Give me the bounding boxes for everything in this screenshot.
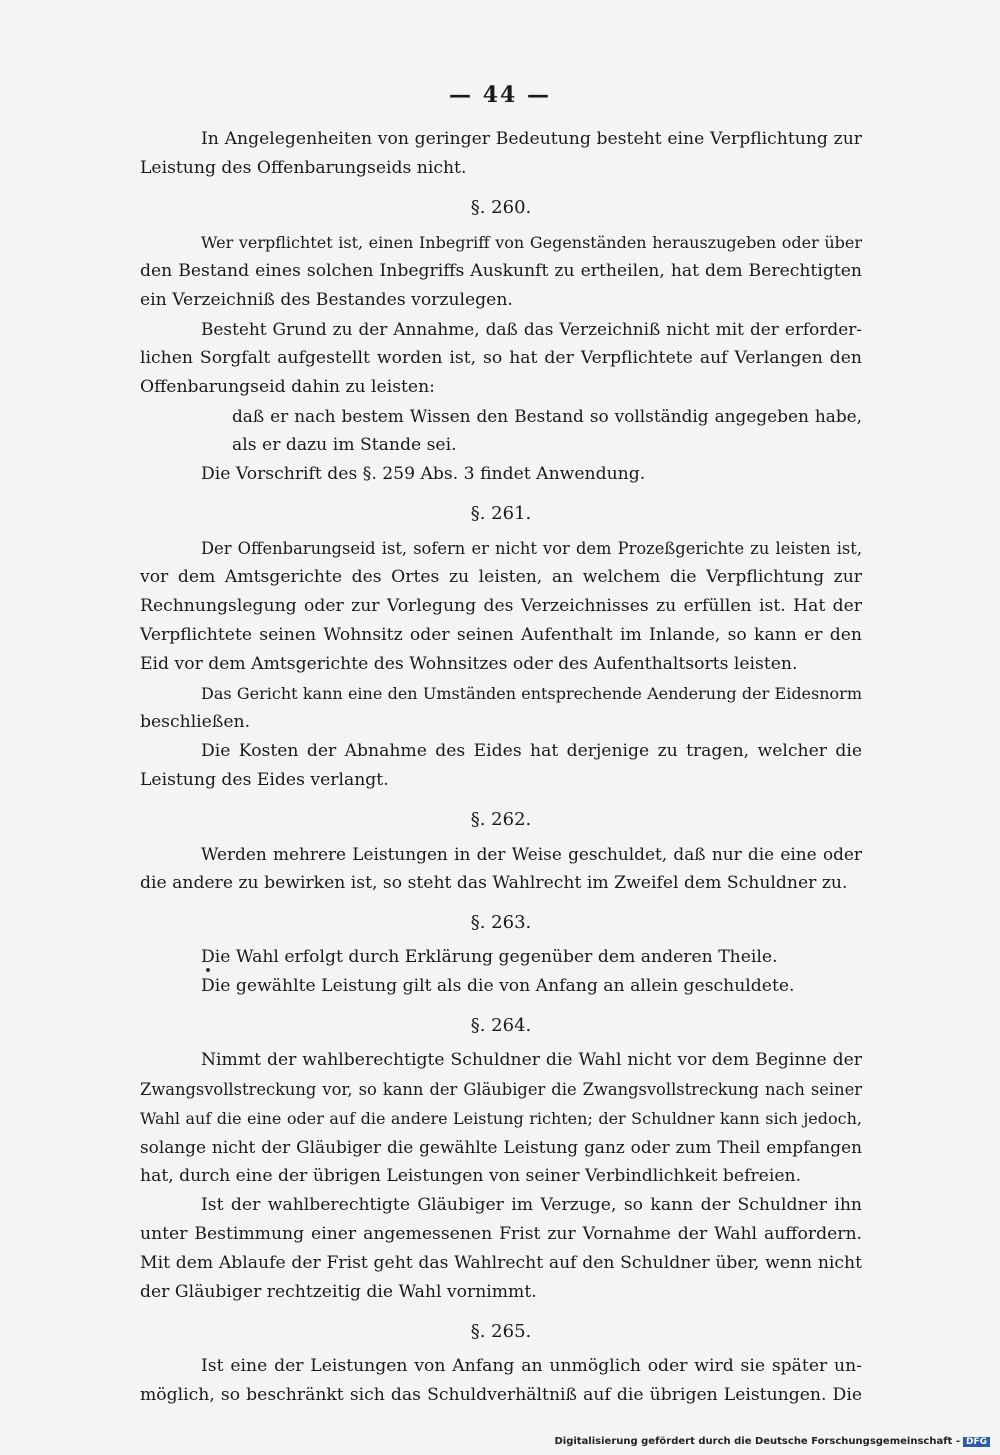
text-line: Besteht Grund zu der Annahme, daß das Verzeichniß nicht mit der erforder- xyxy=(201,319,862,339)
text-line: die andere zu bewirken ist, so steht das Wahlrecht im Zweifel dem Schuldner zu. xyxy=(140,873,848,893)
text-line: lichen Sorgfalt aufgestellt worden ist, so hat der Verpflichtete auf Verlangen den xyxy=(140,348,862,368)
text-line: Werden mehrere Leistungen in der Weise geschuldet, daß nur die eine oder xyxy=(201,844,862,864)
text-line: Eid vor dem Amtsgerichte des Wohnsitzes oder des Aufenthaltsorts leisten. xyxy=(140,654,798,674)
text-line: Der Offenbarungseid ist, sofern er nicht vor dem Prozeßgerichte zu leisten ist, xyxy=(201,539,862,558)
text-line: In Angelegenheiten von geringer Bedeutung besteht eine Verpflichtung zur xyxy=(201,129,862,149)
page-number: — 44 — xyxy=(449,82,551,108)
text-line: Rechnungslegung oder zur Vorlegung des Verzeichnisses zu erfüllen ist. Hat der xyxy=(140,596,862,616)
text-line: Leistung des Eides verlangt. xyxy=(140,770,389,790)
text-line: solange nicht der Gläubiger die gewählte Leistung ganz oder zum Theil empfangen xyxy=(140,1137,862,1157)
text-line: Zwangsvollstreckung vor, so kann der Gläubiger die Zwangsvollstreckung nach seiner xyxy=(140,1080,862,1099)
text-line: ein Verzeichniß des Bestandes vorzulegen. xyxy=(140,290,513,310)
text-line: hat, durch eine der übrigen Leistungen von seiner Verbindlichkeit befreien. xyxy=(140,1166,802,1186)
text-line: Nimmt der wahlberechtigte Schuldner die Wahl nicht vor dem Beginne der xyxy=(201,1050,862,1070)
text-line: beschließen. xyxy=(140,712,251,732)
text-line: Die Kosten der Abnahme des Eides hat derjenige zu tragen, welcher die xyxy=(201,741,862,761)
section-heading: §. 261. xyxy=(470,503,532,524)
text-line: als er dazu im Stande sei. xyxy=(232,435,457,455)
text-line: Wer verpflichtet ist, einen Inbegriff von Gegenständen herauszugeben oder über xyxy=(201,233,862,252)
section-heading: §. 263. xyxy=(470,912,532,933)
section-heading: §. 262. xyxy=(470,809,532,830)
section-heading: §. 260. xyxy=(470,197,532,218)
digitization-footer xyxy=(554,1436,990,1447)
section-heading: §. 264. xyxy=(470,1015,532,1036)
text-line: Ist eine der Leistungen von Anfang an unmöglich oder wird sie später un- xyxy=(201,1356,862,1376)
text-line: Leistung des Offenbarungseids nicht. xyxy=(140,158,467,178)
document-body xyxy=(140,125,862,1410)
text-line: Ist der wahlberechtigte Gläubiger im Verzuge, so kann der Schuldner ihn xyxy=(201,1195,862,1215)
text-line: daß er nach bestem Wissen den Bestand so vollständig angegeben habe, xyxy=(232,406,862,426)
text-line: Wahl auf die eine oder auf die andere Leistung richten; der Schuldner kann sich jedoch, xyxy=(140,1109,862,1128)
text-line: Das Gericht kann eine den Umständen entsprechende Aenderung der Eidesnorm xyxy=(201,684,862,703)
text-line: Mit dem Ablaufe der Frist geht das Wahlrecht auf den Schuldner über, wenn nicht xyxy=(140,1253,862,1273)
section-heading: §. 265. xyxy=(470,1321,532,1342)
text-line: Offenbarungseid dahin zu leisten: xyxy=(140,377,435,397)
text-line: den Bestand eines solchen Inbegriffs Auskunft zu ertheilen, hat dem Berechtigten xyxy=(140,261,862,281)
footer-text: Digitalisierung gefördert durch die Deutsche Forschungsgemeinschaft - xyxy=(554,1436,960,1447)
text-line: Die Wahl erfolgt durch Erklärung gegenüber dem anderen Theile. xyxy=(201,947,778,967)
dfg-logo: DFG xyxy=(963,1437,990,1447)
text-line: möglich, so beschränkt sich das Schuldverhältniß auf die übrigen Leistungen. Die xyxy=(140,1385,862,1405)
text-line: der Gläubiger rechtzeitig die Wahl vornimmt. xyxy=(140,1282,537,1302)
text-line: Verpflichtete seinen Wohnsitz oder seinen Aufenthalt im Inlande, so kann er den xyxy=(140,625,862,645)
text-line: vor dem Amtsgerichte des Ortes zu leisten, an welchem die Verpflichtung zur xyxy=(140,567,862,587)
text-line: unter Bestimmung einer angemessenen Frist zur Vornahme der Wahl auffordern. xyxy=(140,1224,862,1244)
print-speck xyxy=(206,968,210,972)
text-line: Die Vorschrift des §. 259 Abs. 3 findet Anwendung. xyxy=(201,464,646,484)
text-line: Die gewählte Leistung gilt als die von Anfang an allein geschuldete. xyxy=(201,976,795,996)
